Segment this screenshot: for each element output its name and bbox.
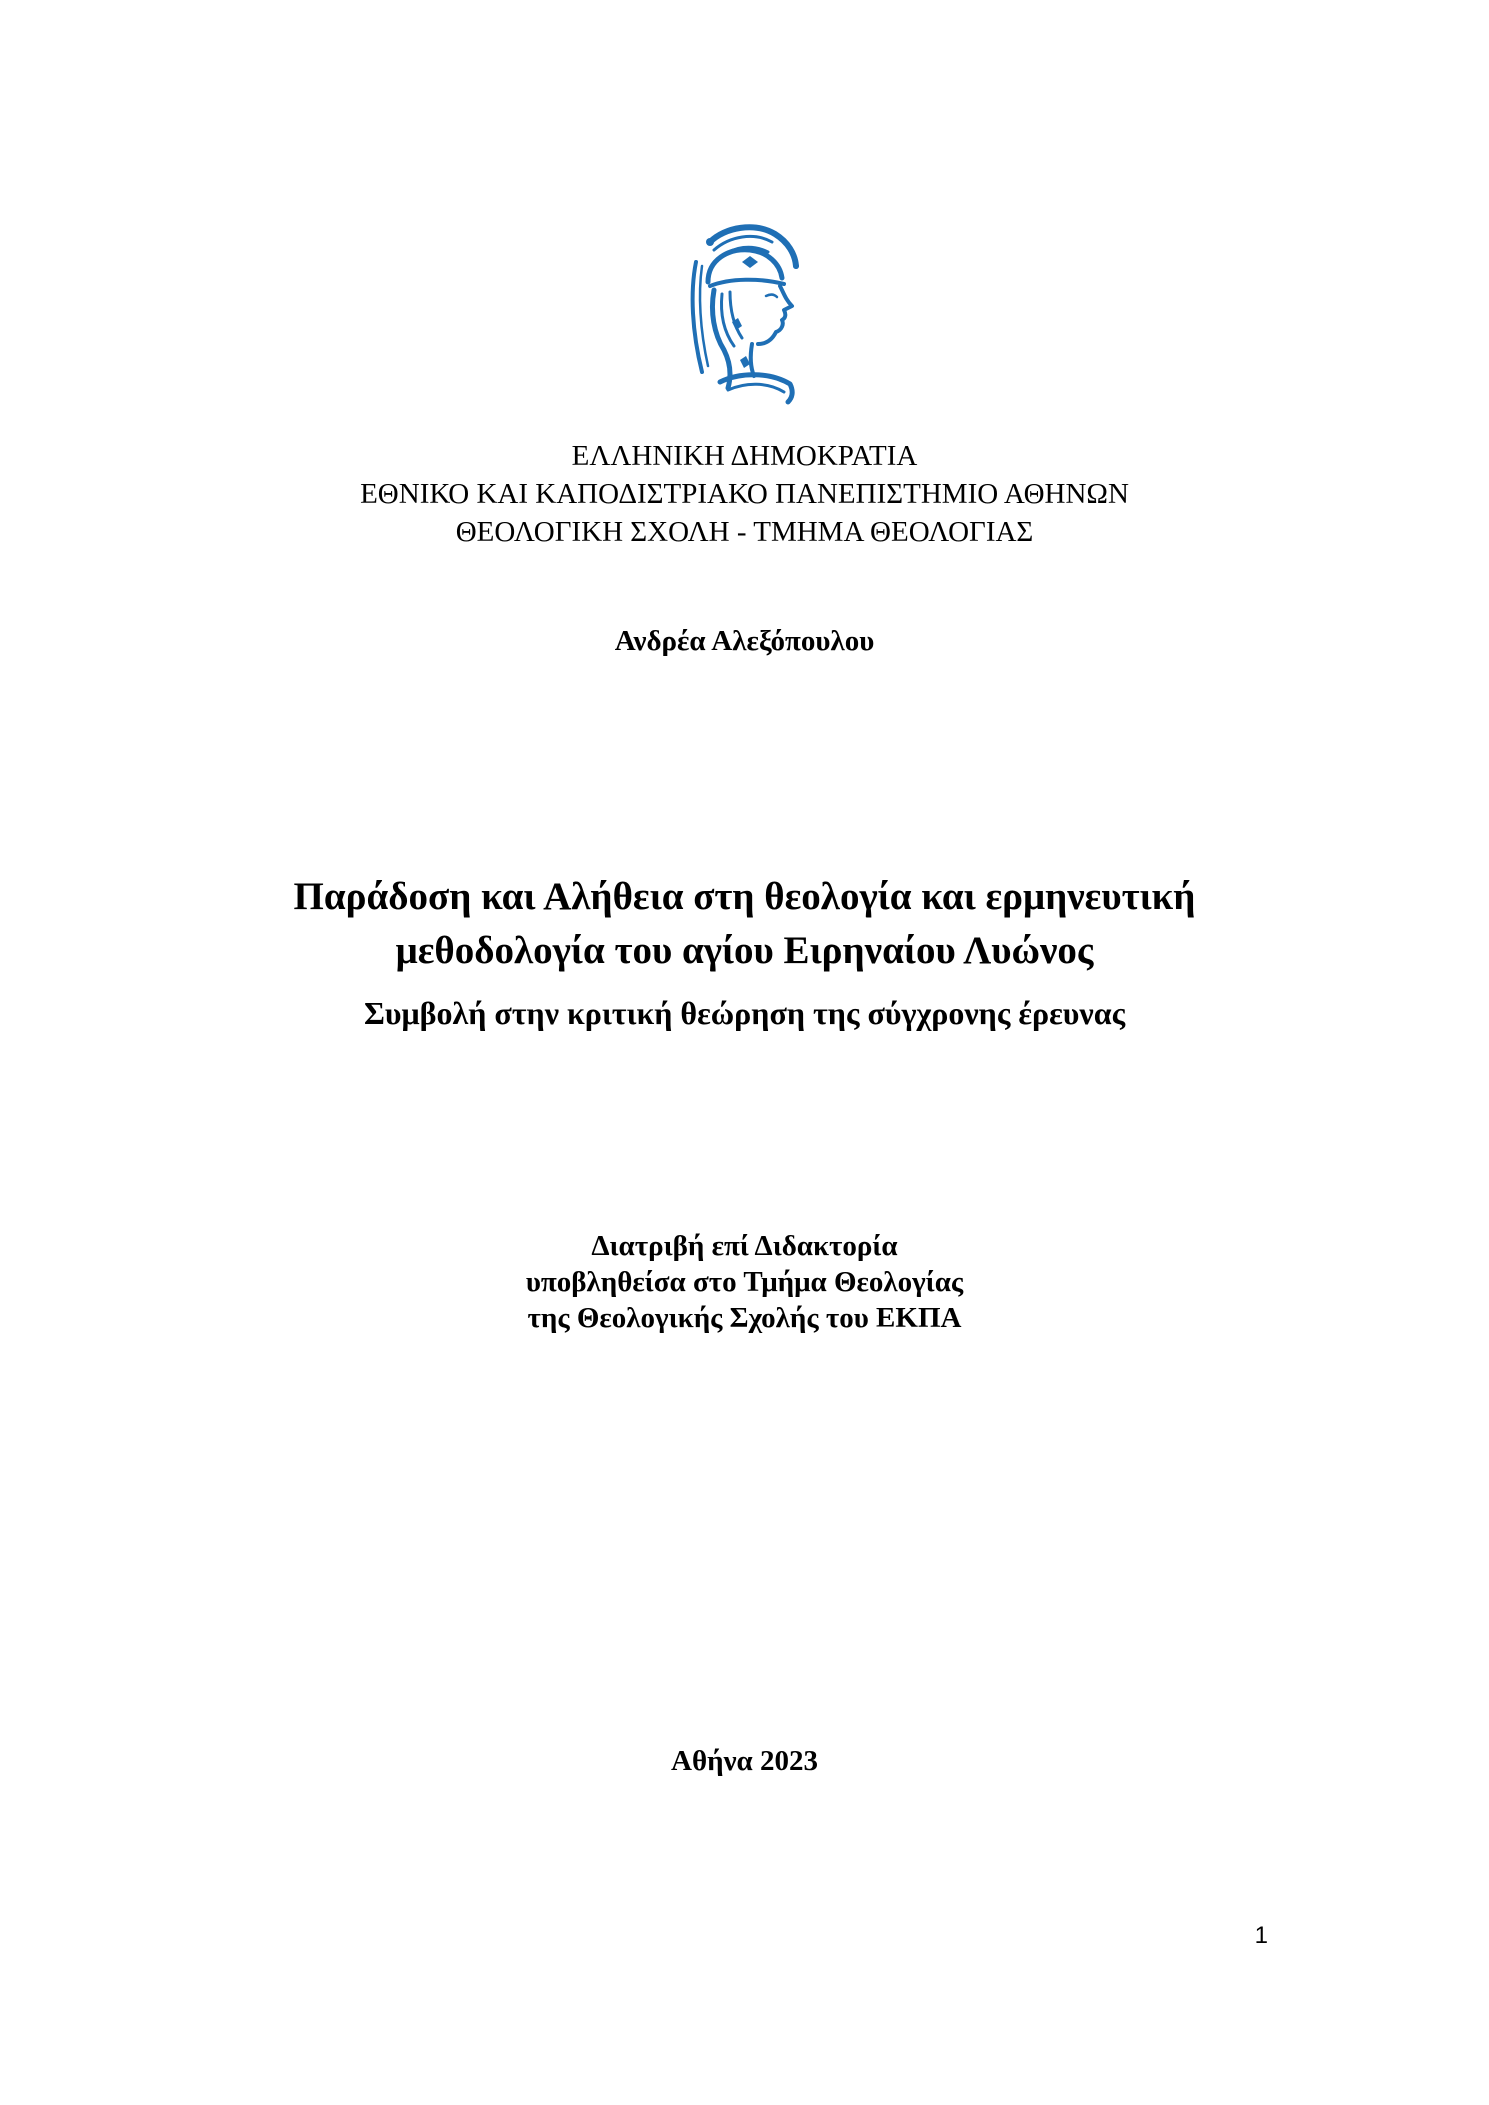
thesis-title bbox=[0, 870, 1489, 978]
institution-header bbox=[0, 437, 1489, 551]
country-line: ΕΛΛΗΝΙΚΗ ΔΗΜΟΚΡΑΤΙΑ bbox=[571, 440, 918, 472]
submission-line-1: Διατριβή επί Διδακτορία bbox=[591, 1230, 898, 1262]
thesis-title-line-2: μεθοδολογία του αγίου Ειρηναίου Λυώνος bbox=[395, 929, 1094, 972]
author-name: Ανδρέα Αλεξόπουλου bbox=[614, 625, 875, 657]
thesis-subtitle: Συμβολή στην κριτική θεώρηση της σύγχρονης έρευνας bbox=[363, 995, 1126, 1031]
submission-line-2: υποβληθείσα στο Τμήμα Θεολογίας bbox=[525, 1266, 964, 1298]
thesis-title-line-1: Παράδοση και Αλήθεια στη θεολογία και ερμηνευτική bbox=[293, 875, 1196, 918]
submission-line-3: της Θεολογικής Σχολής του ΕΚΠΑ bbox=[527, 1302, 962, 1334]
submission-statement bbox=[0, 1228, 1489, 1336]
athena-head-seal-icon bbox=[680, 222, 805, 405]
school-department-line: ΘΕΟΛΟΓΙΚΗ ΣΧΟΛΗ - ΤΜΗΜΑ ΘΕΟΛΟΓΙΑΣ bbox=[455, 516, 1034, 548]
page-number: 1 bbox=[1254, 1922, 1268, 1949]
place-and-year: Αθήνα 2023 bbox=[671, 1745, 818, 1777]
university-line: ΕΘΝΙΚΟ ΚΑΙ ΚΑΠΟΔΙΣΤΡΙΑΚΟ ΠΑΝΕΠΙΣΤΗΜΙΟ ΑΘΗΝΩΝ bbox=[360, 478, 1129, 510]
